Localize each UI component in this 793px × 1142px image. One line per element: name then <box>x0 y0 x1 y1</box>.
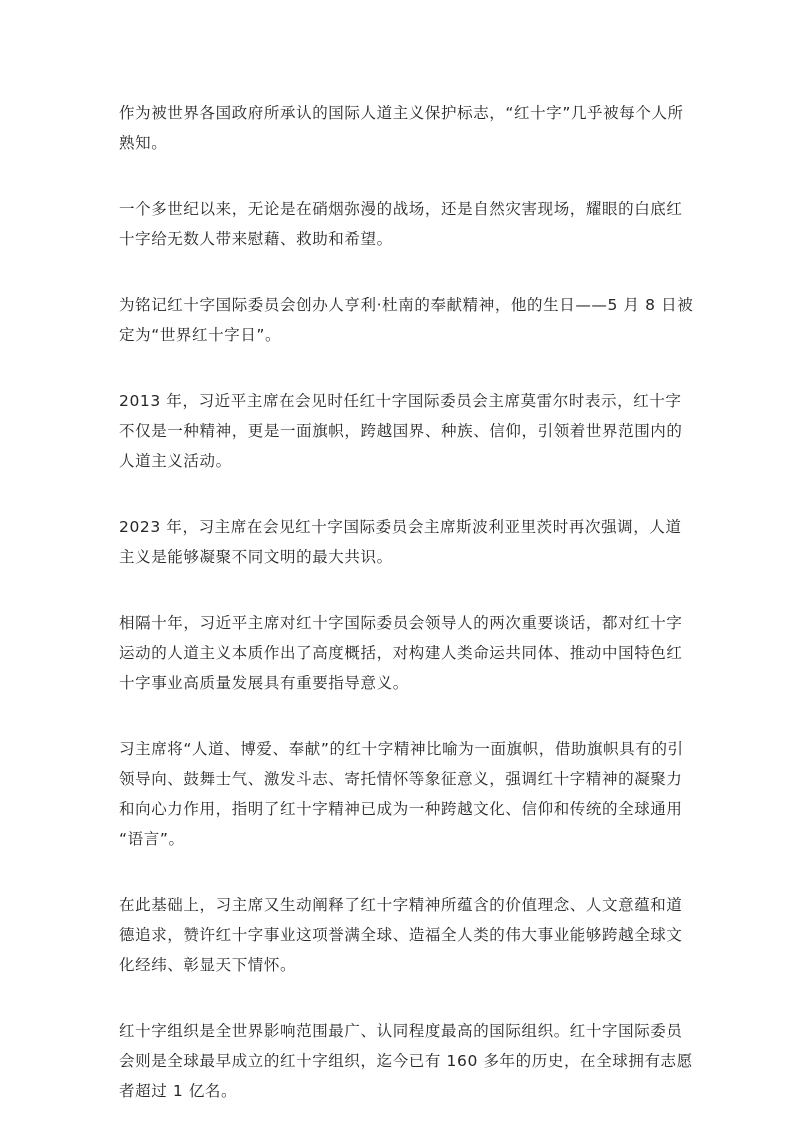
paragraph-line: 为铭记红十字国际委员会创办人亨利·杜南的奉献精神，他的生日——5 月 8 日被 <box>119 296 694 314</box>
paragraph-line: 一个多世纪以来，无论是在硝烟弥漫的战场，还是自然灾害现场，耀眼的白底红 <box>119 200 683 218</box>
paragraph-line: 熟知。 <box>119 134 168 152</box>
paragraph-line: 相隔十年，习近平主席对红十字国际委员会领导人的两次重要谈话，都对红十字 <box>119 614 683 632</box>
paragraph-line: 在此基础上，习主席又生动阐释了红十字精神所蕴含的价值理念、人文意蕴和道 <box>119 896 683 914</box>
paragraph-line: 红十字组织是全世界影响范围最广、认同程度最高的国际组织。红十字国际委员 <box>119 1022 683 1040</box>
paragraph-line: 习主席将“人道、博爱、奉献”的红十字精神比喻为一面旗帜，借助旗帜具有的引 <box>119 740 684 758</box>
paragraph-1 <box>119 98 684 158</box>
paragraph-line: 2013 年，习近平主席在会见时任红十字国际委员会主席莫雷尔时表示，红十字 <box>119 392 682 410</box>
paragraph-line: 定为“世界红十字日”。 <box>119 326 282 344</box>
paragraph-line: “语言”。 <box>119 830 185 848</box>
paragraph-line: 不仅是一种精神，更是一面旗帜，跨越国界、种族、信仰，引领着世界范围内的 <box>119 422 683 440</box>
paragraph-line: 2023 年，习主席在会见红十字国际委员会主席斯波利亚里茨时再次强调，人道 <box>119 518 682 536</box>
paragraph-line: 者超过 1 亿名。 <box>119 1082 238 1100</box>
paragraph-line: 德追求，赞许红十字事业这项誉满全球、造福全人类的伟大事业能够跨越全球文 <box>119 926 683 944</box>
paragraph-line: 会则是全球最早成立的红十字组织，迄今已有 160 多年的历史，在全球拥有志愿 <box>119 1052 693 1070</box>
paragraph-3 <box>119 290 694 350</box>
paragraph-line: 领导向、鼓舞士气、激发斗志、寄托情怀等象征意义，强调红十字精神的凝聚力 <box>119 770 683 788</box>
paragraph-6 <box>119 608 683 698</box>
paragraph-5 <box>119 512 682 572</box>
paragraph-4 <box>119 386 683 476</box>
paragraph-line: 化经纬、彰显天下情怀。 <box>119 956 297 974</box>
paragraph-line: 运动的人道主义本质作出了高度概括，对构建人类命运共同体、推动中国特色红 <box>119 644 683 662</box>
paragraph-line: 十字事业高质量发展具有重要指导意义。 <box>119 674 409 692</box>
paragraph-line: 和向心力作用，指明了红十字精神已成为一种跨越文化、信仰和传统的全球通用 <box>119 800 683 818</box>
paragraph-7 <box>119 734 684 854</box>
document-body <box>119 98 694 1142</box>
paragraph-8 <box>119 890 683 980</box>
paragraph-line: 作为被世界各国政府所承认的国际人道主义保护标志，“红十字”几乎被每个人所 <box>119 104 684 122</box>
paragraph-line: 十字给无数人带来慰藉、救助和希望。 <box>119 230 393 248</box>
paragraph-2 <box>119 194 683 254</box>
paragraph-9 <box>119 1016 693 1106</box>
paragraph-line: 人道主义活动。 <box>119 452 232 470</box>
paragraph-line: 主义是能够凝聚不同文明的最大共识。 <box>119 548 393 566</box>
